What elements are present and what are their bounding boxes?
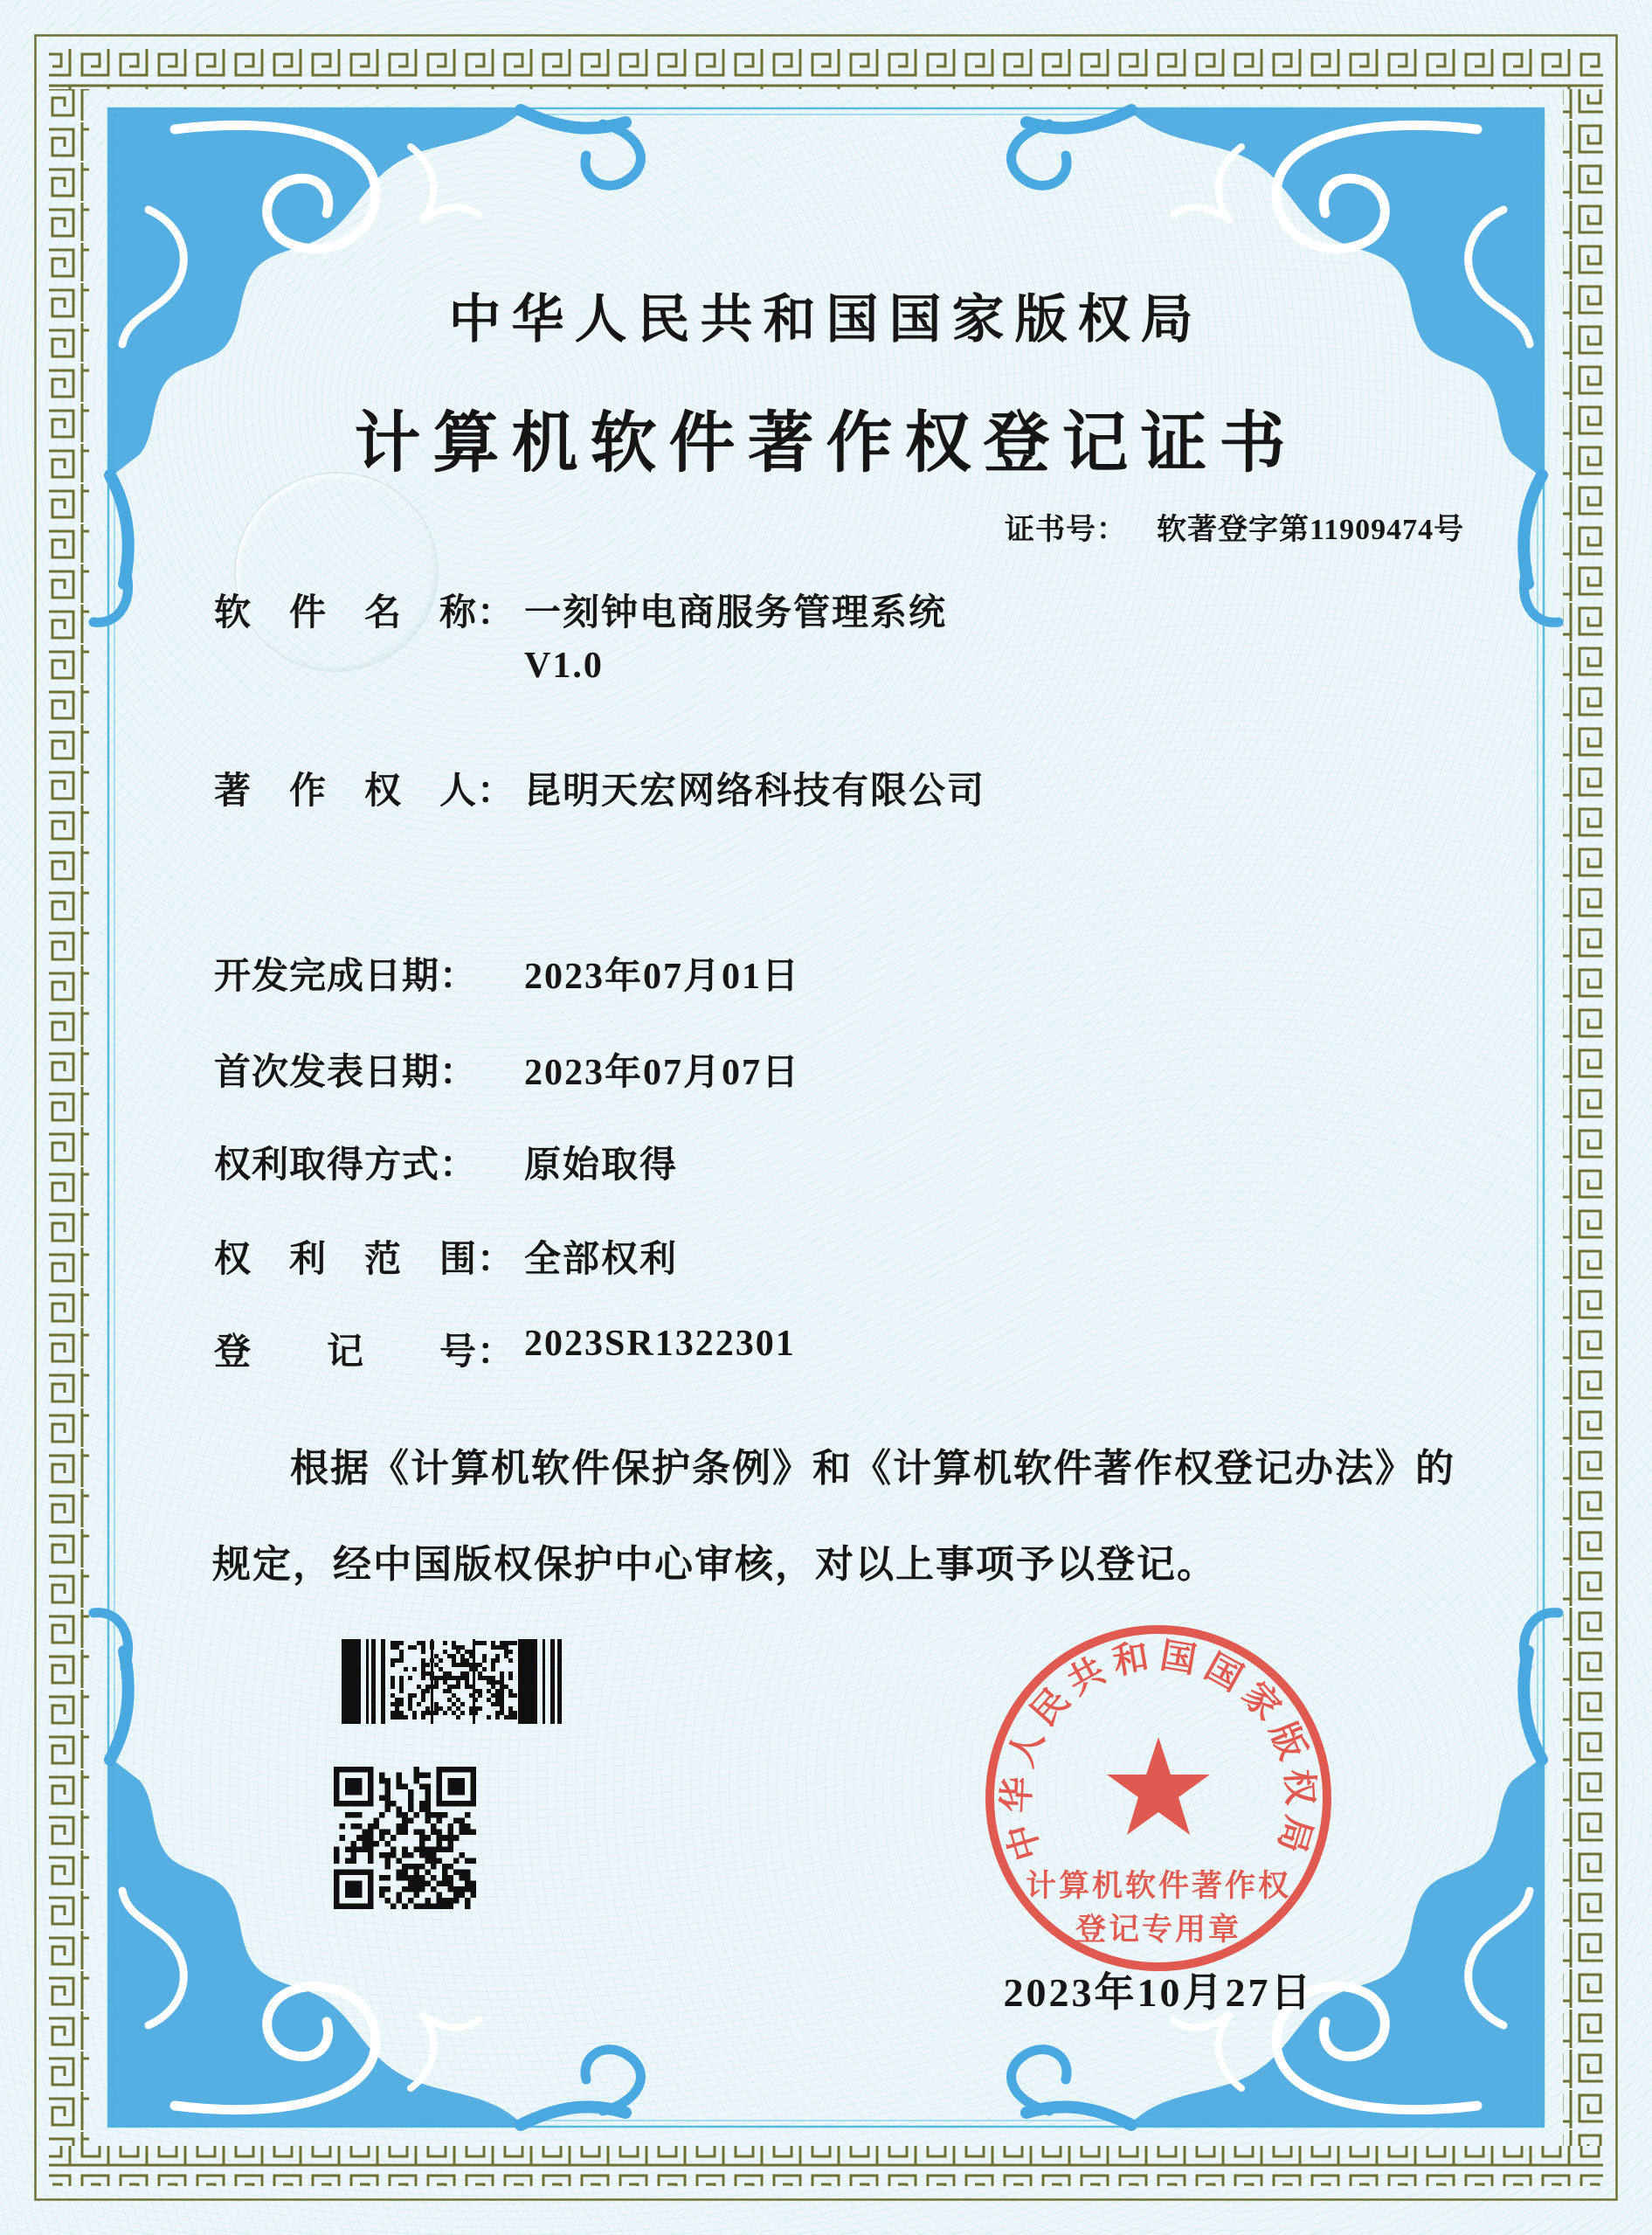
certificate-number <box>1005 505 1464 548</box>
field-row-registration-number <box>0 1323 1652 1375</box>
field-value: 2023SR1322301 <box>524 1324 796 1364</box>
field-value: 2023年07月07日 <box>524 1053 801 1093</box>
outer-frame-line <box>36 36 1617 2200</box>
field-label: 登 记 号： <box>214 1332 515 1373</box>
field-value: 原始取得 <box>524 1145 679 1186</box>
field-label: 开发完成日期： <box>214 957 478 997</box>
field-value: 一刻钟电商服务管理系统 <box>524 593 948 633</box>
field-row-dev-complete-date <box>0 947 1652 1000</box>
statement-line-1: 根据《计算机软件保护条例》和《计算机软件著作权登记办法》的 <box>290 1447 1455 1490</box>
official-red-seal <box>975 1615 1342 1982</box>
barcode <box>335 1639 572 1724</box>
certificate-title: 计算机软件著作权登记证书 <box>354 407 1298 481</box>
field-label: 软 件 名 称： <box>214 593 515 633</box>
seal-star-icon <box>1107 1737 1210 1835</box>
statement-line-2: 规定，经中国版权保护中心审核，对以上事项予以登记。 <box>212 1543 1217 1586</box>
field-row-copyright-owner <box>0 762 1652 814</box>
field-value: 2023年07月01日 <box>524 957 801 997</box>
field-label: 首次发表日期： <box>214 1053 478 1093</box>
greek-key-band-top <box>49 49 1603 89</box>
issue-date: 2023年10月27日 <box>1003 1970 1314 2015</box>
field-label: 权 利 范 围： <box>214 1240 515 1280</box>
field-row-first-publish-date <box>0 1043 1652 1096</box>
seal-ring-text: 中华人民共和国国家版权局 <box>995 1635 1322 1865</box>
seal-text-line2: 登记专用章 <box>1075 1913 1242 1947</box>
seal-text-line1: 计算机软件著作权 <box>1025 1869 1292 1903</box>
field-value: 昆明天宏网络科技有限公司 <box>524 772 986 812</box>
field-row-software-name <box>0 584 1652 636</box>
certificate-number-value: 软著登字第11909474号 <box>1157 514 1465 546</box>
greek-key-band-bottom <box>49 2146 1603 2186</box>
certificate-number-label: 证书号： <box>1005 514 1127 546</box>
field-value-version: V1.0 <box>524 646 604 686</box>
field-label: 权利取得方式： <box>214 1145 478 1186</box>
field-row-rights-scope <box>0 1230 1652 1283</box>
issuing-authority-title: 中华人民共和国国家版权局 <box>448 291 1204 349</box>
field-row-rights-acquisition <box>0 1136 1652 1188</box>
qr-code <box>334 1767 476 1909</box>
field-value: 全部权利 <box>524 1240 679 1280</box>
field-label: 著 作 权 人： <box>214 772 515 812</box>
